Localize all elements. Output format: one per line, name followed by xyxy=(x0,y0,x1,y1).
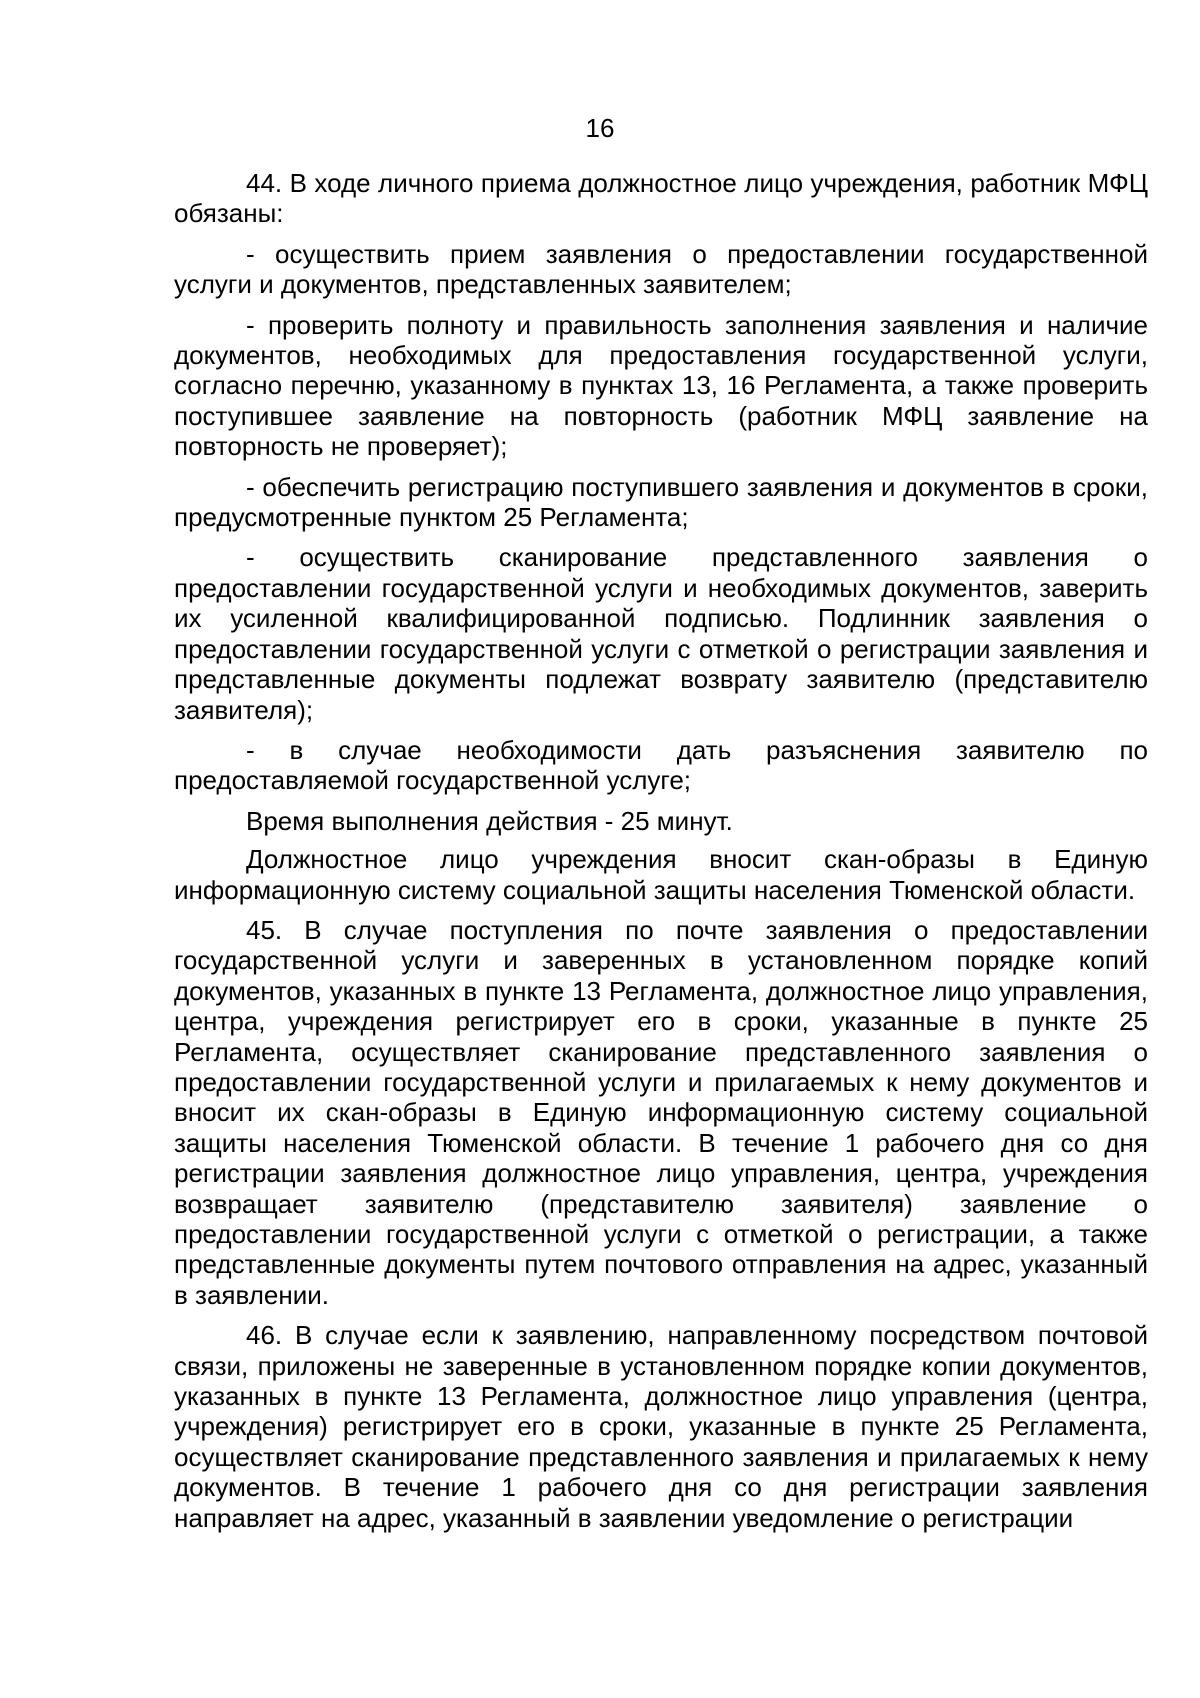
document-body xyxy=(174,168,1148,1543)
page-number: 16 xyxy=(585,113,615,143)
paragraph-check-completeness: - проверить полноту и правильность заполнения заявления и наличие документов, необходимых для предоставления государственной услуги, согласно перечню, указанному в пунктах 13, 16 Регламента, а также проверить поступившее заявление на повторность (работник МФЦ заявление на повторность не проверяет); xyxy=(174,309,1148,462)
paragraph-scan-upload: Должностное лицо учреждения вносит скан-образы в Единую информационную систему социальной защиты населения Тюменской области. xyxy=(174,844,1148,905)
paragraph-accept-application: - осуществить прием заявления о предоставлении государственной услуги и документов, представленных заявителем; xyxy=(174,238,1148,300)
paragraph-execution-time: Время выполнения действия - 25 минут. xyxy=(246,805,733,836)
paragraph-45: 45. В случае поступления по почте заявления о предоставлении государственной услуги и заверенных в установленном порядке копий документов, указанных в пункте 13 Регламента, должностное лицо управления, центра, учреждения регистрирует его в сроки, указанные в пункте 25 Регламента, осуществляет сканирование представленного заявления о предоставлении государственной услуги и прилагаемых к нему документов и вносит их скан-образы в Единую информационную систему социальной защиты населения Тюменской области. В течение 1 рабочего дня со дня регистрации заявления должностное лицо управления, центра, учреждения возвращает заявителю (представителю заявителя) заявление о предоставлении государственной услуги с отметкой о регистрации, а также представленные документы путем почтового отправления на адрес, указанный в заявлении. xyxy=(174,914,1148,1310)
paragraph-explanations: - в случае необходимости дать разъяснения заявителю по предоставляемой государственной услуге; xyxy=(174,734,1148,796)
paragraph-scanning: - осуществить сканирование представленного заявления о предоставлении государственной услуги и необходимых документов, заверить их усиленной квалифицированной подписью. Подлинник заявления о предоставлении государственной услуги с отметкой о регистрации заявления и представленные документы подлежат возврату заявителю (представителю заявителя); xyxy=(174,542,1148,725)
paragraph-46: 46. В случае если к заявлению, направленному посредством почтовой связи, приложены не заверенные в установленном порядке копии документов, указанных в пункте 13 Регламента, должностное лицо управления (центра, учреждения) регистрирует его в сроки, указанные в пункте 25 Регламента, осуществляет сканирование представленного заявления и прилагаемых к нему документов. В течение 1 рабочего дня со дня регистрации заявления направляет на адрес, указанный в заявлении уведомление о регистрации xyxy=(174,1320,1148,1533)
paragraph-44: 44. В ходе личного приема должностное лицо учреждения, работник МФЦ обязаны: xyxy=(174,168,1148,229)
paragraph-registration: - обеспечить регистрацию поступившего заявления и документов в сроки, предусмотренные пунктом 25 Регламента; xyxy=(174,471,1148,533)
